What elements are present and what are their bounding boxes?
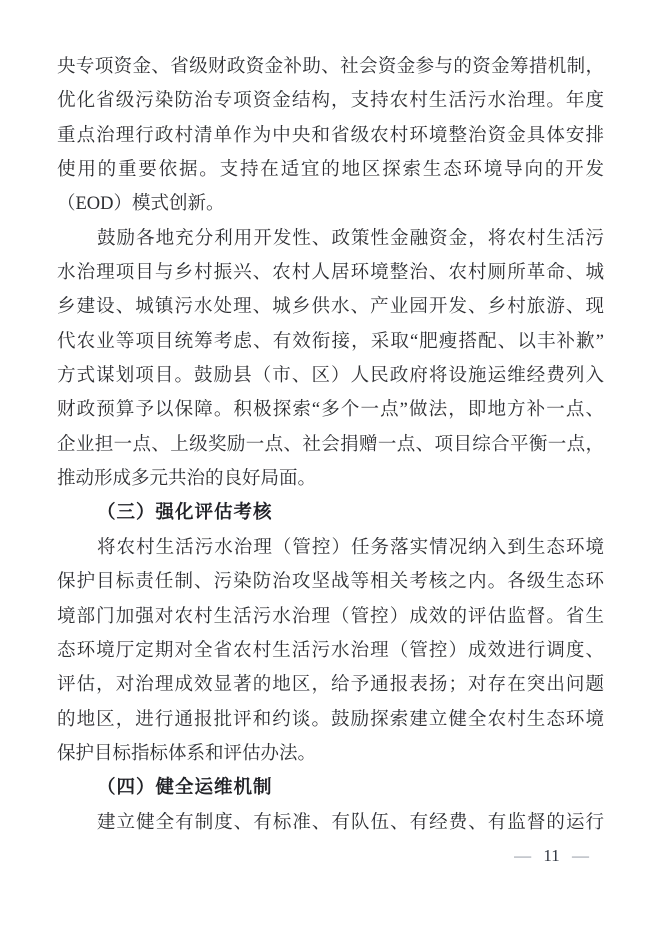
text-line: 使用的重要依据。支持在适宜的地区探索生态环境导向的开发	[57, 160, 604, 181]
page-number-dash-left: —	[514, 846, 532, 865]
page-number	[514, 845, 589, 867]
text-line: 评估，对治理成效显著的地区，给予通报表扬；对存在突出问题	[57, 675, 604, 696]
text-line: 的地区，进行通报批评和约谈。鼓励探索建立健全农村生态环境	[57, 709, 604, 730]
text-line: 推动形成多元共治的良好局面。	[57, 469, 317, 490]
section-heading: （四）健全运维机制	[97, 778, 273, 799]
text-line: 境部门加强对农村生活污水治理（管控）成效的评估监督。省生	[57, 606, 604, 627]
text-line: 鼓励各地充分利用开发性、政策性金融资金，将农村生活污	[97, 228, 604, 249]
page-number-dash-right: —	[572, 846, 589, 865]
text-line: 将农村生活污水治理（管控）任务落实情况纳入到生态环境	[97, 537, 604, 558]
text-line: 央专项资金、省级财政资金补助、社会资金参与的资金筹措机制，	[57, 57, 604, 77]
page-number-value: 11	[543, 846, 560, 865]
text-line: 代农业等项目统筹考虑、有效衔接，采取“肥瘦搭配、以丰补歉”	[57, 331, 604, 352]
text-line: 优化省级污染防治专项资金结构，支持农村生活污水治理。年度	[57, 91, 604, 112]
text-line: 企业担一点、上级奖励一点、社会捐赠一点、项目综合平衡一点，	[57, 434, 604, 455]
text-line: 态环境厅定期对全省农村生活污水治理（管控）成效进行调度、	[57, 640, 604, 661]
document-body	[57, 50, 604, 840]
text-line: 方式谋划项目。鼓励县（市、区）人民政府将设施运维经费列入	[57, 366, 604, 387]
text-line: 保护目标责任制、污染防治攻坚战等相关考核之内。各级生态环	[57, 572, 604, 593]
text-line: 建立健全有制度、有标准、有队伍、有经费、有监督的运行	[97, 812, 604, 833]
section-heading: （三）强化评估考核	[97, 503, 273, 524]
text-line: 财政预算予以保障。积极探索“多个一点”做法，即地方补一点、	[57, 400, 604, 421]
text-line: 保护目标指标体系和评估办法。	[57, 743, 317, 764]
text-line: 水治理项目与乡村振兴、农村人居环境整治、农村厕所革命、城	[57, 263, 604, 284]
text-line: 乡建设、城镇污水处理、城乡供水、产业园开发、乡村旅游、现	[57, 297, 604, 318]
text-line: 重点治理行政村清单作为中央和省级农村环境整治资金具体安排	[57, 125, 604, 146]
text-line: （EOD）模式创新。	[57, 194, 225, 215]
